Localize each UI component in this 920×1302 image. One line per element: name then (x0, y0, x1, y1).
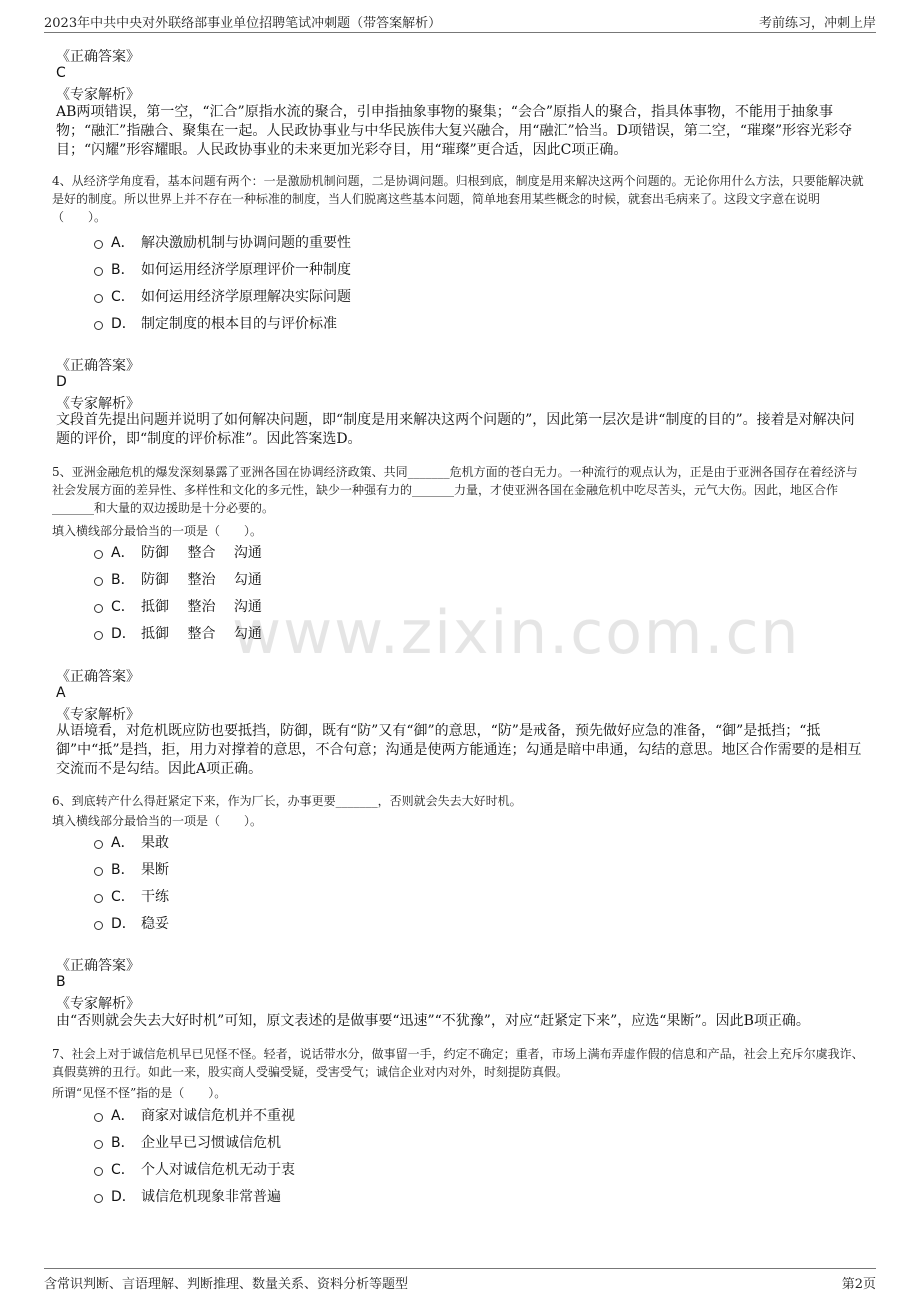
option-text: 稳妥 (141, 916, 169, 932)
option-text: 解决激励机制与协调问题的重要性 (141, 235, 351, 251)
question-4-stem: 4、从经济学角度看，基本问题有两个：一是激励机制问题，二是协调问题。归根到底，制度是用来解决这两个问题的。无论你用什么方法，只要能解决就是好的制度。所以世界上并不存在一种标准的制度，当人们脱离这些基本问题，简单地套用某些概念的时候，就套出毛病来了。这段文字意在说明（ ）。 (52, 174, 864, 224)
question-4-option-a[interactable] (94, 232, 351, 252)
option-text: 干练 (141, 889, 169, 905)
question-7-option-a[interactable] (94, 1105, 295, 1125)
option-letter: D． (111, 316, 136, 332)
radio-icon[interactable] (94, 921, 103, 930)
radio-icon[interactable] (94, 1113, 103, 1122)
option-letter: B． (111, 572, 135, 588)
option-letter: B． (111, 1135, 135, 1151)
question-5-stem: 5、亚洲金融危机的爆发深刻暴露了亚洲各国在协调经济政策、共同_______危机方面的苍白无力。一种流行的观点认为，正是由于亚洲各国存在着经济与社会发展方面的差异性、多样性和文化的多元性，缺少一种强有力的_______力量，才使亚洲各国在金融危机中吃尽苦头，元气大伤。因此，地区合作_______和大量的双边援助是十分必要的。 (52, 465, 858, 515)
footer-subjects: 含常识判断、言语理解、判断推理、数量关系、资料分析等题型 (44, 1277, 409, 1292)
radio-icon[interactable] (94, 631, 103, 640)
option-text: 诚信危机现象非常普遍 (141, 1189, 281, 1205)
correct-answer-label: 《正确答案》 (56, 358, 140, 374)
question-5-option-a[interactable] (94, 542, 262, 562)
expert-analysis-label: 《专家解析》 (56, 707, 140, 723)
radio-icon[interactable] (94, 294, 103, 303)
page-number: 第2页 (841, 1277, 876, 1292)
option-letter: B． (111, 862, 135, 878)
radio-icon[interactable] (94, 321, 103, 330)
question-7-option-b[interactable] (94, 1132, 281, 1152)
option-letter: B． (111, 262, 135, 278)
option-text: 抵御 整治 沟通 (141, 599, 262, 615)
question-4-option-d[interactable] (94, 313, 337, 333)
question-5-prompt: 填入横线部分最恰当的一项是（ ）。 (52, 524, 263, 538)
analysis-q5: 从语境看，对危机既应防也要抵挡，防御，既有“防”又有“御”的意思，“防”是戒备，预先做好应急的准备，“御”是抵挡；“抵御”中“抵”是挡，拒，用力对撑着的意思，不合句意；沟通是使两方能通连；勾通是暗中串通，勾结的意思。地区合作需要的是相互交流而不是勾结。因此A项正确。 (56, 723, 862, 777)
option-text: 防御 整合 沟通 (141, 545, 262, 561)
option-letter: C． (111, 1162, 135, 1178)
option-letter: C． (111, 599, 135, 615)
question-6-stem: 6、到底转产什么得赶紧定下来，作为厂长，办事更要_______，否则就会失去大好时机。 (52, 794, 522, 808)
question-7-option-c[interactable] (94, 1159, 295, 1179)
radio-icon[interactable] (94, 1194, 103, 1203)
option-text: 果敢 (141, 835, 169, 851)
question-6-prompt: 填入横线部分最恰当的一项是（ ）。 (52, 814, 263, 828)
option-letter: D． (111, 916, 136, 932)
correct-answer-q6: B (56, 974, 66, 990)
correct-answer-q5: A (56, 685, 66, 701)
page-footer (44, 1268, 876, 1293)
option-letter: A． (111, 835, 135, 851)
radio-icon[interactable] (94, 867, 103, 876)
correct-answer-label: 《正确答案》 (56, 669, 140, 685)
header-slogan: 考前练习，冲刺上岸 (758, 16, 876, 31)
radio-icon[interactable] (94, 577, 103, 586)
question-7-prompt: 所谓“见怪不怪”指的是（ ）。 (52, 1086, 227, 1100)
option-text: 防御 整治 勾通 (141, 572, 262, 588)
question-6-option-a[interactable] (94, 832, 169, 852)
question-5-option-c[interactable] (94, 596, 262, 616)
radio-icon[interactable] (94, 550, 103, 559)
document-title: 2023年中共中央对外联络部事业单位招聘笔试冲刺题（带答案解析） (44, 16, 442, 31)
option-letter: A． (111, 545, 135, 561)
question-6-option-d[interactable] (94, 913, 169, 933)
correct-answer-q4: D (56, 374, 67, 390)
radio-icon[interactable] (94, 894, 103, 903)
question-6-option-c[interactable] (94, 886, 169, 906)
option-text: 如何运用经济学原理解决实际问题 (141, 289, 351, 305)
radio-icon[interactable] (94, 604, 103, 613)
question-5-option-b[interactable] (94, 569, 262, 589)
expert-analysis-label: 《专家解析》 (56, 396, 140, 412)
analysis-q6: 由“否则就会失去大好时机”可知，原文表述的是做事要“迅速”“不犹豫”，对应“赶紧定下来”，应选“果断”。因此B项正确。 (56, 1013, 810, 1029)
expert-analysis-label: 《专家解析》 (56, 87, 140, 103)
question-5-option-d[interactable] (94, 623, 262, 643)
question-7-option-d[interactable] (94, 1186, 281, 1206)
question-4-option-c[interactable] (94, 286, 351, 306)
analysis-q4: 文段首先提出问题并说明了如何解决问题，即“制度是用来解决这两个问题的”，因此第一层次是讲“制度的目的”。接着是对解决问题的评价，即“制度的评价标准”。因此答案选D。 (56, 412, 855, 447)
question-6-option-b[interactable] (94, 859, 169, 879)
analysis-q3: AB两项错误，第一空，“汇合”原指水流的聚合，引申指抽象事物的聚集；“会合”原指人的聚合，指具体事物，不能用于抽象事物；“融汇”指融合、聚集在一起。人民政协事业与中华民族伟大复兴融合，用“融汇”恰当。D项错误，第二空，“璀璨”形容光彩夺目；“闪耀”形容耀眼。人民政协事业的未来更加光彩夺目，用“璀璨”更合适，因此C项正确。 (56, 104, 853, 158)
option-text: 个人对诚信危机无动于衷 (141, 1162, 295, 1178)
option-text: 企业早已习惯诚信危机 (141, 1135, 281, 1151)
page-header (44, 10, 876, 33)
option-letter: D． (111, 626, 136, 642)
radio-icon[interactable] (94, 1140, 103, 1149)
radio-icon[interactable] (94, 1167, 103, 1176)
option-text: 商家对诚信危机并不重视 (141, 1108, 295, 1124)
question-7-stem: 7、社会上对于诚信危机早已见怪不怪。轻者，说话带水分，做事留一手，约定不确定；重者，市场上满布弄虚作假的信息和产品，社会上充斥尔虞我诈、真假莫辨的丑行。如此一来，股实商人受骗受疑，受害受气；诚信企业对内对外，时刻提防真假。 (52, 1047, 864, 1079)
correct-answer-label: 《正确答案》 (56, 49, 140, 65)
option-text: 制定制度的根本目的与评价标准 (141, 316, 337, 332)
option-letter: A． (111, 235, 135, 251)
option-text: 果断 (141, 862, 169, 878)
correct-answer-q3: C (56, 65, 66, 81)
option-letter: D． (111, 1189, 136, 1205)
option-letter: A． (111, 1108, 135, 1124)
radio-icon[interactable] (94, 840, 103, 849)
option-text: 抵御 整合 勾通 (141, 626, 262, 642)
radio-icon[interactable] (94, 240, 103, 249)
question-4-option-b[interactable] (94, 259, 351, 279)
option-text: 如何运用经济学原理评价一种制度 (141, 262, 351, 278)
radio-icon[interactable] (94, 267, 103, 276)
expert-analysis-label: 《专家解析》 (56, 996, 140, 1012)
option-letter: C． (111, 289, 135, 305)
option-letter: C． (111, 889, 135, 905)
correct-answer-label: 《正确答案》 (56, 958, 140, 974)
watermark: www.zixin.com.cn (232, 598, 801, 668)
